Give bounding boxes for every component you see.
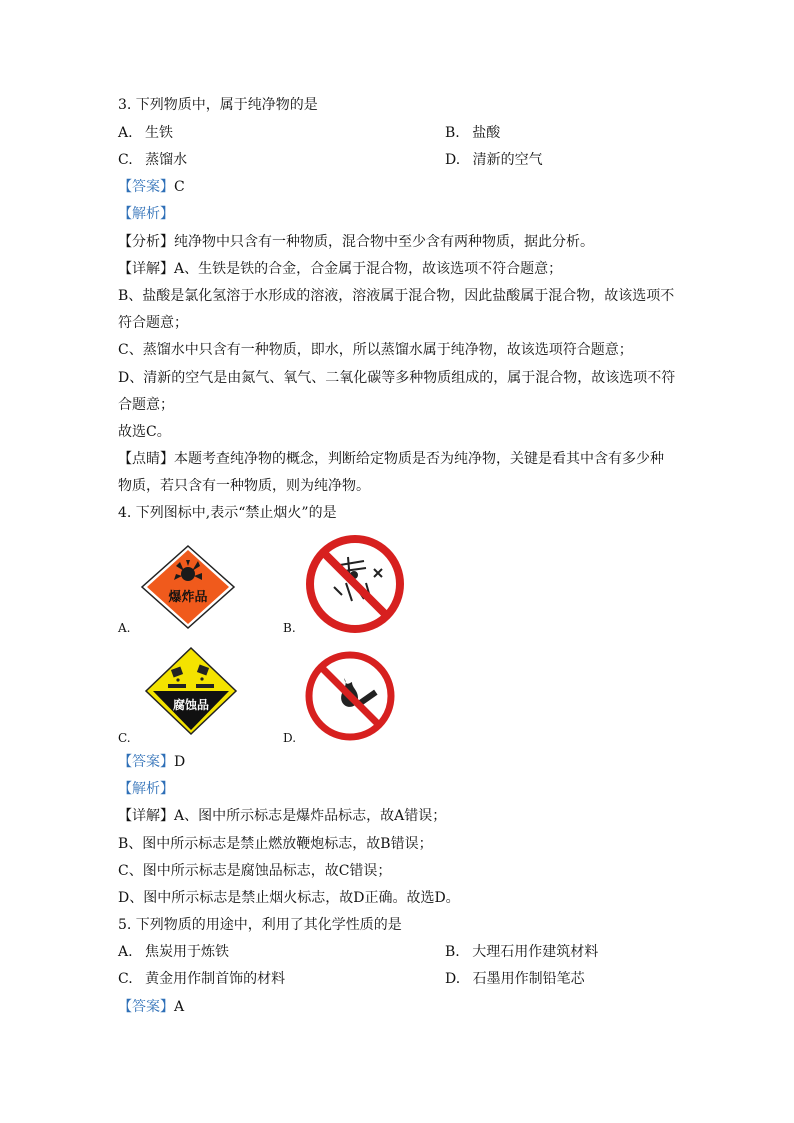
option-text: 焦炭用于炼铁 bbox=[145, 944, 230, 960]
option-text: 大理石用作建筑材料 bbox=[472, 944, 599, 960]
corrosive-sign-icon bbox=[144, 646, 238, 736]
option-text: 清新的空气 bbox=[472, 152, 543, 168]
option-key: A. bbox=[118, 125, 133, 141]
option-text: 蒸馏水 bbox=[145, 152, 188, 168]
q3-option-c bbox=[118, 150, 187, 170]
q3-conclusion: 故选C。 bbox=[118, 424, 171, 440]
xiangjie-tag: 【详解】 bbox=[118, 261, 174, 277]
dianjing-text: 本题考查纯净物的概念，判断给定物质是否为纯净物，关键是看其中含有多少种 bbox=[174, 451, 664, 467]
q4-line-b: B、图中所示标志是禁止燃放鞭炮标志，故B错误； bbox=[118, 836, 433, 852]
q4-xiangjie bbox=[118, 806, 446, 826]
q4-label-c: C. bbox=[118, 731, 131, 745]
xiangjie-line: A、生铁是铁的合金，合金属于混合物，故该选项不符合题意； bbox=[174, 261, 563, 277]
option-text: 石墨用作制铅笔芯 bbox=[472, 971, 585, 987]
explosive-sign-icon bbox=[140, 544, 236, 630]
answer-tag: 【答案】 bbox=[118, 179, 174, 195]
option-key: C. bbox=[118, 971, 133, 987]
option-key: C. bbox=[118, 152, 133, 168]
xiangjie-tag: 【详解】 bbox=[118, 808, 174, 824]
option-text: 黄金用作制首饰的材料 bbox=[145, 971, 286, 987]
q3-stem: 3. 下列物质中，属于纯净物的是 bbox=[118, 97, 318, 113]
option-text: 生铁 bbox=[145, 125, 174, 141]
xiangjie-line: A、图中所示标志是爆炸品标志，故A错误； bbox=[174, 808, 447, 824]
no-firecrackers-sign-icon bbox=[304, 535, 406, 633]
q4-line-d: D、图中所示标志是禁止烟火标志，故D正确。故选D。 bbox=[118, 890, 460, 906]
q3-option-d bbox=[445, 150, 543, 170]
fenxi-tag: 【分析】 bbox=[118, 234, 174, 250]
q3-analysis-tag: 【解析】 bbox=[118, 206, 174, 222]
q3-option-a bbox=[118, 123, 173, 143]
q3-option-b bbox=[445, 123, 500, 143]
corrosive-sign-text: 腐蚀品 bbox=[172, 698, 210, 712]
q3-fenxi bbox=[118, 232, 594, 252]
option-key: B. bbox=[445, 944, 460, 960]
q3-line-b2: 符合题意； bbox=[118, 315, 188, 331]
q5-option-a bbox=[118, 942, 229, 962]
q3-line-b1: B、盐酸是氯化氢溶于水形成的溶液，溶液属于混合物，因此盐酸属于混合物，故该选项不 bbox=[118, 288, 675, 304]
q3-line-c: C、蒸馏水中只含有一种物质，即水，所以蒸馏水属于纯净物，故该选项符合题意； bbox=[118, 342, 633, 358]
q3-line-d2: 合题意； bbox=[118, 397, 174, 413]
q4-label-b: B. bbox=[283, 621, 296, 635]
q4-line-c: C、图中所示标志是腐蚀品标志，故C错误； bbox=[118, 863, 392, 879]
q4-stem: 4. 下列图标中,表示“禁止烟火”的是 bbox=[118, 505, 337, 521]
option-key: D. bbox=[445, 971, 461, 987]
q4-label-d: D. bbox=[283, 731, 297, 745]
q5-answer bbox=[118, 997, 184, 1017]
no-fire-sign-icon bbox=[304, 650, 396, 742]
q4-label-a: A. bbox=[118, 621, 131, 635]
fenxi-text: 纯净物中只含有一种物质，混合物中至少含有两种物质，据此分析。 bbox=[174, 234, 594, 250]
answer-tag: 【答案】 bbox=[118, 754, 174, 770]
q3-answer bbox=[118, 177, 185, 197]
option-text: 盐酸 bbox=[472, 125, 501, 141]
explosive-sign-text: 爆炸品 bbox=[168, 590, 208, 605]
answer-value: C bbox=[174, 179, 185, 195]
q3-line-d1: D、清新的空气是由氮气、氧气、二氧化碳等多种物质组成的，属于混合物，故该选项不符 bbox=[118, 370, 676, 386]
q5-option-b bbox=[445, 942, 598, 962]
option-key: B. bbox=[445, 125, 460, 141]
q4-answer bbox=[118, 752, 185, 772]
q5-option-c bbox=[118, 969, 285, 989]
answer-tag: 【答案】 bbox=[118, 999, 174, 1015]
q3-dianjing-cont: 物质，若只含有一种物质，则为纯净物。 bbox=[118, 478, 370, 494]
q5-option-d bbox=[445, 969, 585, 989]
dianjing-tag: 【点睛】 bbox=[118, 451, 174, 467]
option-key: D. bbox=[445, 152, 461, 168]
answer-value: D bbox=[174, 754, 186, 770]
option-key: A. bbox=[118, 944, 133, 960]
answer-value: A bbox=[174, 999, 185, 1015]
q3-dianjing bbox=[118, 449, 664, 469]
q5-stem: 5. 下列物质的用途中，利用了其化学性质的是 bbox=[118, 917, 402, 933]
q4-analysis-tag: 【解析】 bbox=[118, 781, 174, 797]
q3-xiangjie bbox=[118, 259, 562, 279]
